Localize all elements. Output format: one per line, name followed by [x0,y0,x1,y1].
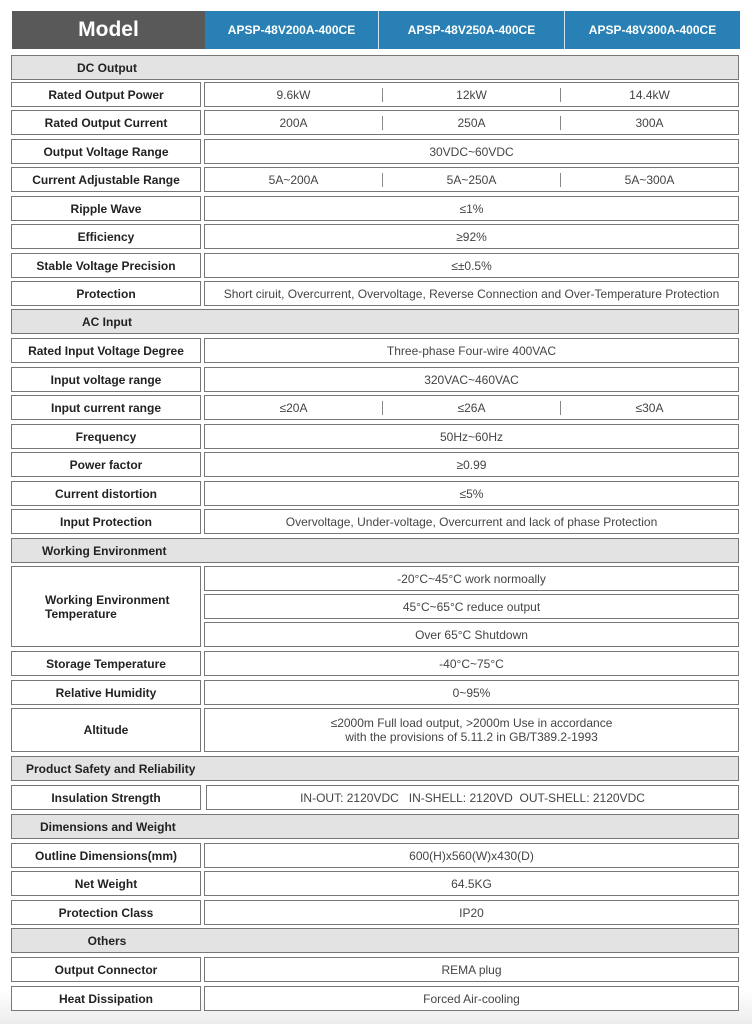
label-input-voltage-range: Input voltage range [11,367,201,392]
label-rated-input-voltage: Rated Input Voltage Degree [11,338,201,363]
cell: 12kW [382,88,560,102]
section-ac-input [11,309,739,334]
value-protection-class: IP20 [204,900,739,925]
value-storage-temperature: -40°C~75°C [204,651,739,676]
row-rated-output-power [204,82,739,107]
value-efficiency: ≥92% [204,224,739,249]
label-insulation-strength: Insulation Strength [11,785,201,810]
value-working-temp-1: -20°C~45°C work normoally [204,566,739,591]
label-heat-dissipation: Heat Dissipation [11,986,201,1011]
altitude-line-2: with the provisions of 5.11.2 in GB/T389.2-1993 [345,730,598,744]
label-relative-humidity: Relative Humidity [11,680,201,705]
section-title: Dimensions and Weight [40,819,176,834]
label-outline-dimensions: Outline Dimensions(mm) [11,843,201,868]
cell: 14.4kW [560,88,738,102]
label-protection-class: Protection Class [11,900,201,925]
cell: 250A [382,116,560,130]
value-stable-voltage-precision: ≤±0.5% [204,253,739,278]
row-input-current-range [204,395,739,420]
section-working-environment [11,538,739,563]
label-current-adjustable-range: Current Adjustable Range [11,167,201,192]
cell: ≤26A [382,401,560,415]
label-input-protection: Input Protection [11,509,201,534]
value-frequency: 50Hz~60Hz [204,424,739,449]
value-insulation-strength: IN-OUT: 2120VDC IN-SHELL: 2120VD OUT-SHELL: 2120VDC [206,785,739,810]
value-input-voltage-range: 320VAC~460VAC [204,367,739,392]
value-rated-input-voltage: Three-phase Four-wire 400VAC [204,338,739,363]
label-protection: Protection [11,281,201,306]
label-rated-output-current: Rated Output Current [11,110,201,135]
label-efficiency: Efficiency [11,224,201,249]
section-title: Product Safety and Reliability [26,761,196,776]
label-power-factor: Power factor [11,452,201,477]
value-protection: Short ciruit, Overcurrent, Overvoltage, Reverse Connection and Over-Temperature Protection [204,281,739,306]
value-outline-dimensions: 600(H)x560(W)x430(D) [204,843,739,868]
value-output-voltage-range: 30VDC~60VDC [204,139,739,164]
model-column-2: APSP-48V250A-400CE [378,11,564,49]
section-title: DC Output [77,60,137,75]
section-dc-output [11,55,739,80]
section-title: Others [87,933,127,948]
cell: 5A~300A [560,173,738,187]
label-ripple-wave: Ripple Wave [11,196,201,221]
cell: ≤30A [560,401,738,415]
value-current-distortion: ≤5% [204,481,739,506]
value-net-weight: 64.5KG [204,871,739,896]
section-dimensions [11,814,739,839]
row-current-adjustable-range [204,167,739,192]
value-ripple-wave: ≤1% [204,196,739,221]
section-title: AC Input [82,314,132,329]
label-input-current-range: Input current range [11,395,201,420]
cell: 5A~200A [268,172,319,187]
label-current-distortion: Current distortion [11,481,201,506]
cell: 9.6kW [276,87,311,102]
label-rated-output-power: Rated Output Power [11,82,201,107]
label-output-connector: Output Connector [11,957,201,982]
section-others [11,928,739,953]
label-storage-temperature: Storage Temperature [11,651,201,676]
value-power-factor: ≥0.99 [204,452,739,477]
label-net-weight: Net Weight [11,871,201,896]
row-rated-output-current [204,110,739,135]
value-working-temp-2: 45°C~65°C reduce output [204,594,739,619]
value-working-temp-3: Over 65°C Shutdown [204,622,739,647]
value-relative-humidity: 0~95% [204,680,739,705]
cell: ≤20A [279,400,308,415]
value-heat-dissipation: Forced Air-cooling [204,986,739,1011]
value-altitude [204,708,739,752]
label-stable-voltage-precision: Stable Voltage Precision [11,253,201,278]
model-column-3: APSP-48V300A-400CE [564,11,740,49]
cell: 300A [560,116,738,130]
model-column-1: APSP-48V200A-400CE [205,11,378,49]
value-output-connector: REMA plug [204,957,739,982]
label-frequency: Frequency [11,424,201,449]
label-output-voltage-range: Output Voltage Range [11,139,201,164]
section-safety [11,756,739,781]
value-input-protection: Overvoltage, Under-voltage, Overcurrent and lack of phase Protection [204,509,739,534]
cell: 200A [279,115,308,130]
model-header: Model [12,11,205,49]
label-altitude: Altitude [11,708,201,752]
cell: 5A~250A [382,173,560,187]
altitude-line-1: ≤2000m Full load output, >2000m Use in accordance [330,716,613,730]
section-title: Working Environment [42,543,167,558]
label-working-temperature: Working Environment Temperature [11,566,201,647]
